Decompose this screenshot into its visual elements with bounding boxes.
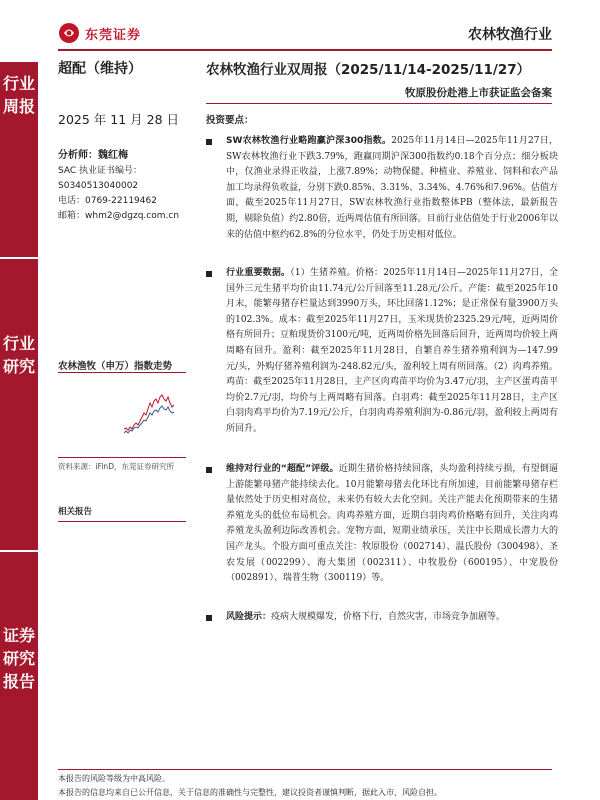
analyst-name-row <box>58 148 198 164</box>
side-label-research: 行业研究 <box>2 334 35 376</box>
report-subtitle: 牧原股份赴港上市获证监会备案 <box>405 87 552 99</box>
header-divider <box>58 49 552 51</box>
report-date: 2025 年 11 月 28 日 <box>58 112 179 127</box>
brand-logo <box>58 22 141 44</box>
brand-logo-icon <box>58 22 80 44</box>
series-line-red <box>124 395 174 430</box>
brand-logo-text: 东莞证券 <box>85 27 142 43</box>
index-trend-chart-svg <box>58 373 186 457</box>
analyst-cert-label: SAC 执业证书编号： <box>58 166 143 176</box>
bullet-text <box>226 134 558 243</box>
bullet-square-icon <box>206 139 212 145</box>
side-label-weekly: 行业周报 <box>2 74 35 116</box>
bullet-body: 2025年11月14日—2025年11月27日，SW农林牧渔行业下跌3.79%，跑赢同期沪深300指数约0.18个百分点；细分板块中，仅渔业录得正收益，上涨7.89%；动物保健、种植业、养殖业、饲料和农产品加工均录得负收益，分别下跌0.85%、3.31%、3.34%、4.76%和7.96%。估值方面，截至2025年11月27日，SW农林牧渔行业指数整体PB（整体法，最新报告期，剔除负值）约2.80倍，近两周估值有所回落。目前行业估值处于行业2006年以来的估值中枢约62.8%的分位水平，仍处于历史相对低位。 <box>226 136 558 240</box>
chart-source: 资料来源：iFinD，东莞证券研究所 <box>58 462 174 471</box>
page-header <box>0 0 600 56</box>
footer-risk-level: 本报告的风险等级为中高风险。 <box>58 774 170 783</box>
footer-disclaimer <box>58 772 442 800</box>
bullet-body: 疫病大规模爆发，价格下行，自然灾害，市场竞争加剧等。 <box>271 612 506 622</box>
index-trend-chart <box>58 372 186 458</box>
side-divider <box>0 257 38 259</box>
bullet-lead: 风险提示： <box>226 612 272 622</box>
bullet-lead: SW农林牧渔行业略跑赢沪深300指数。 <box>226 136 392 146</box>
bullet-text <box>226 610 558 626</box>
bullet-text <box>226 266 558 438</box>
key-points-label: 投资要点： <box>206 115 254 126</box>
bullet-lead: 行业重要数据。 <box>226 268 291 278</box>
bullet-lead: 维持对行业的“超配”评级。 <box>226 464 339 474</box>
footer-divider <box>58 769 552 770</box>
analyst-name: 魏红梅 <box>98 150 128 161</box>
analyst-email[interactable]: 邮箱：whm2@dgzq.com.cn <box>58 211 180 221</box>
bullet-square-icon <box>206 615 212 621</box>
chart-title: 农林渔牧（申万）指数走势 <box>58 361 173 372</box>
rating-label: 超配（维持） <box>58 61 142 77</box>
analyst-info <box>58 148 198 224</box>
title-divider <box>206 103 552 104</box>
analyst-cert-no: S0340513040002 <box>58 181 139 191</box>
analyst-name-label: 分析师： <box>58 150 98 161</box>
industry-tag: 农林牧渔行业 <box>468 27 552 43</box>
report-title: 农林牧渔行业双周报（2025/11/14-2025/11/27） <box>206 62 531 78</box>
bullet-square-icon <box>206 271 212 277</box>
side-label-report: 证券研究报告 <box>2 626 35 691</box>
footer-info-note: 本报告的信息均来自已公开信息，关于信息的准确性与完整性，建议投资者谨慎判断，据此入市，风险自担。 <box>58 788 442 797</box>
analyst-phone: 电话：0769-22119462 <box>58 196 157 206</box>
side-category-bar <box>0 62 38 800</box>
side-divider <box>0 550 38 552</box>
bullet-body: （1）生猪养殖。价格：2025年11月14日—2025年11月27日，全国外三元生猪平均价由11.74元/公斤回落至11.28元/公斤。产能：截至2025年10月末，能繁母猪存栏量达到3990万头，环比回落1.12%；是正常保有量3900万头的102.3%。成本：截至2025年11月27日，玉米现货价2325.29元/吨，近两周价格有所回升；豆粕现货价3100元/吨，近两周价格先回落后回升，近两周均价较上两周略有回升。盈利：截至2025年11月28日，自繁自养生猪养殖利润为—147.99元/头，外购仔猪养殖利润为-248.82元/头，盈利较上周有所回落。（2）肉鸡养殖。鸡苗：截至2025年11月28日，主产区肉鸡苗平均价为3.47元/羽，主产区蛋鸡苗平均价2.7元/羽，均价与上两周略有回落。白羽鸡：截至2025年11月28日，主产区白羽肉鸡平均价为7.19元/公斤，白羽肉鸡养殖利润为-0.86元/羽，盈利较上两周有所回升。 <box>226 268 558 434</box>
bullet-body: 近期生猪价格持续回落，头均盈利持续亏损，有望倒逼上游能繁母猪产能持续去化。10月能繁母猪去化环比有所加速，目前能繁母猪存栏量依然处于历史相对高位，未来仍有较大去化空间。关注产能去化预期带来的生猪养殖龙头的低位布局机会。肉鸡养殖方面，近期白羽肉鸡价格略有回升，关注肉鸡养殖龙头盈利边际改善机会。宠物方面，短期业绩承压，关注中长期成长潜力大的国产龙头。个股方面可重点关注：牧原股份（002714）、温氏股份（300498）、圣农发展（002299）、海大集团（002311）、中牧股份（600195）、中宠股份（002891）、瑞普生物（300119）等。 <box>226 464 558 584</box>
bullet-text <box>226 462 558 587</box>
related-reports-heading: 相关报告 <box>58 505 186 522</box>
bullet-square-icon <box>206 467 212 473</box>
